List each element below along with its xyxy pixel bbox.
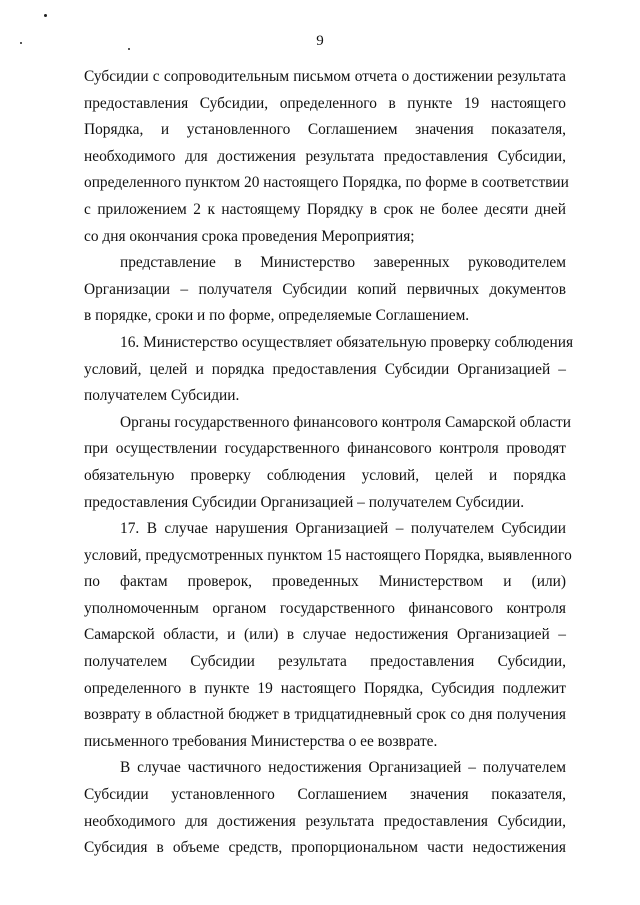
text-line: получателем Субсидии. — [84, 387, 240, 405]
scan-speck — [44, 14, 47, 17]
text-line: получателем Субсидии результата предоставления Субсидии, — [84, 653, 566, 671]
text-line: при осуществлении государственного финансового контроля проводят — [84, 440, 566, 458]
text-line: Органы государственного финансового контроля Самарской области — [120, 413, 572, 431]
text-line: определенного пунктом 20 настоящего Порядка, по форме в соответствии — [84, 174, 569, 192]
text-line: письменного требования Министерства о ее возврате. — [84, 732, 438, 750]
text-line: в порядке, сроки и по форме, определяемые Соглашением. — [84, 307, 470, 325]
text-line: 17. В случае нарушения Организацией – получателем Субсидии — [120, 520, 566, 538]
page-number: 9 — [316, 33, 324, 49]
text-line: 16. Министерство осуществляет обязательную проверку соблюдения — [120, 333, 574, 351]
text-line: с приложением 2 к настоящему Порядку в срок не более десяти дней — [84, 200, 566, 218]
text-line: Субсидия в объеме средств, пропорциональном части недостижения — [84, 839, 566, 857]
text-line: представление в Министерство заверенных руководителем — [120, 254, 566, 272]
text-line: Организации – получателя Субсидии копий первичных документов — [84, 280, 566, 298]
document-body — [84, 64, 574, 862]
text-line: условий, целей и порядка предоставления Субсидии Организацией – — [84, 360, 566, 378]
text-line: Самарской области, и (или) в случае недостижения Организацией – — [84, 626, 566, 644]
text-line: по фактам проверок, проведенных Министерством и (или) — [84, 573, 566, 591]
text-line: необходимого для достижения результата предоставления Субсидии, — [84, 147, 566, 165]
text-line: со дня окончания срока проведения Мероприятия; — [84, 227, 415, 245]
text-line: предоставления Субсидии Организацией – получателем Субсидии. — [84, 493, 525, 511]
text-line: уполномоченным органом государственного финансового контроля — [84, 599, 566, 617]
text-line: Порядка, и установленного Соглашением значения показателя, — [84, 121, 566, 139]
text-line: Субсидии с сопроводительным письмом отчета о достижении результата — [84, 68, 566, 85]
text-line: возврату в областной бюджет в тридцатидневный срок со дня получения — [84, 706, 566, 724]
text-line: необходимого для достижения результата предоставления Субсидии, — [84, 812, 566, 830]
text-line: Субсидии установленного Соглашением значения показателя, — [84, 786, 566, 804]
text-line: обязательную проверку соблюдения условий, целей и порядка — [84, 466, 566, 484]
text-line: определенного в пункте 19 настоящего Порядка, Субсидия подлежит — [84, 679, 566, 697]
text-line: предоставления Субсидии, определенного в пункте 19 настоящего — [84, 94, 566, 112]
text-line: В случае частичного недостижения Организацией – получателем — [120, 759, 566, 777]
text-line: условий, предусмотренных пунктом 15 настоящего Порядка, выявленного — [84, 546, 572, 564]
